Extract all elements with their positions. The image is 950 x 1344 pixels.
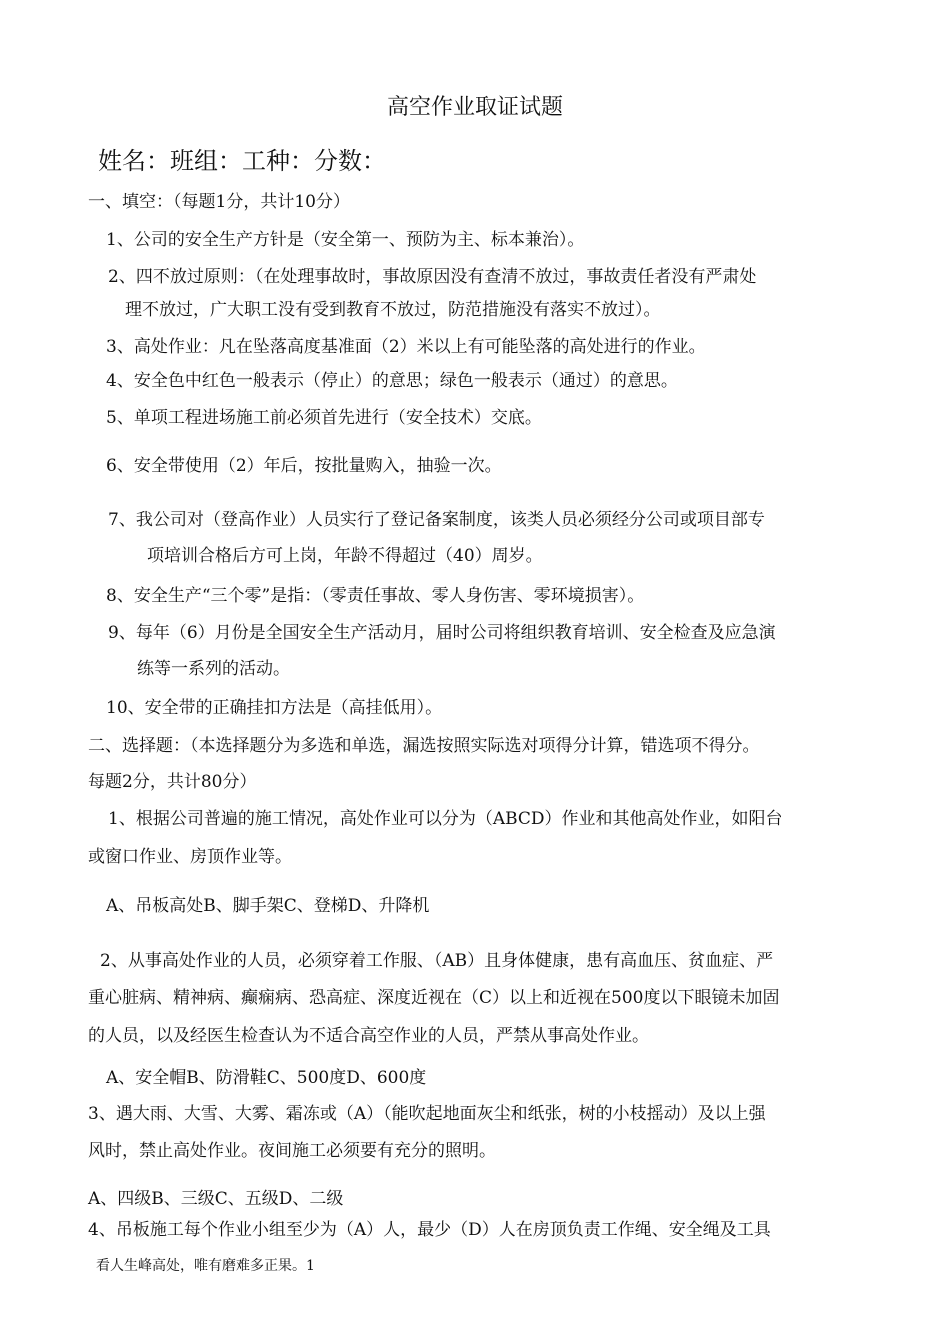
answer-options: A、四级B、三级C、五级D、二级 (88, 1189, 344, 1209)
question-line: 3、遇大雨、大雪、大雾、霜冻或（A）（能吹起地面灰尘和纸张，树的小枝摇动）及以上强 (88, 1104, 766, 1124)
question-line: 4、安全色中红色一般表示（停止）的意思；绿色一般表示（通过）的意思。 (106, 371, 678, 391)
section-heading-choice-cont: 每题2分，共计80分） (88, 772, 257, 792)
question-line: 或窗口作业、房顶作业等。 (88, 847, 292, 867)
question-line: 4、吊板施工每个作业小组至少为（A）人，最少（D）人在房顶负责工作绳、安全绳及工具 (88, 1220, 771, 1240)
question-line: 理不放过，广大职工没有受到教育不放过，防范措施没有落实不放过）。 (125, 300, 661, 320)
question-line: 重心脏病、精神病、癫痫病、恐高症、深度近视在（C）以上和近视在500度以下眼镜未加固 (88, 988, 780, 1008)
question-line: 9、每年（6）月份是全国安全生产活动月，届时公司将组织教育培训、安全检查及应急演 (108, 623, 776, 643)
question-line: 项培训合格后方可上岗，年龄不得超过（40）周岁。 (147, 546, 543, 566)
question-line: 10、安全带的正确挂扣方法是（高挂低用）。 (106, 698, 443, 718)
section-heading-choice: 二、选择题：（本选择题分为多选和单选，漏选按照实际选对项得分计算，错选项不得分。 (88, 736, 760, 756)
question-line: 的人员，以及经医生检查认为不适合高空作业的人员，严禁从事高处作业。 (88, 1026, 649, 1046)
question-line: 5、单项工程进场施工前必须首先进行（安全技术）交底。 (106, 408, 542, 428)
answer-options: A、安全帽B、防滑鞋C、500度D、600度 (106, 1068, 427, 1088)
question-line: 3、高处作业：凡在坠落高度基准面（2）米以上有可能坠落的高处进行的作业。 (106, 337, 706, 357)
page-title: 高空作业取证试题 (386, 95, 563, 120)
question-line: 6、安全带使用（2）年后，按批量购入，抽验一次。 (106, 456, 502, 476)
question-line: 1、根据公司普遍的施工情况，高处作业可以分为（ABCD）作业和其他高处作业，如阳台 (108, 809, 783, 829)
question-line: 2、从事高处作业的人员，必须穿着工作服、（AB）且身体健康，患有高血压、贫血症、严 (100, 951, 774, 971)
student-info-line: 姓名：班组：工种：分数： (98, 147, 386, 175)
question-line: 练等一系列的活动。 (137, 659, 290, 679)
section-heading-fill-in: 一、填空：（每题1分，共计10分） (88, 192, 350, 212)
question-line: 风时，禁止高处作业。夜间施工必须要有充分的照明。 (88, 1141, 496, 1161)
question-line: 1、公司的安全生产方针是（安全第一、预防为主、标本兼治）。 (106, 230, 585, 250)
answer-options: A、吊板高处B、脚手架C、登梯D、升降机 (106, 896, 430, 916)
question-line: 8、安全生产“三个零”是指：（零责任事故、零人身伤害、零环境损害）。 (106, 586, 645, 606)
question-line: 7、我公司对（登高作业）人员实行了登记备案制度，该类人员必须经分公司或项目部专 (108, 510, 765, 530)
page-footer: 看人生峰高处，唯有磨难多正果。1 (96, 1258, 315, 1274)
question-line: 2、四不放过原则：（在处理事故时，事故原因没有查清不放过，事故责任者没有严肃处 (108, 267, 757, 287)
